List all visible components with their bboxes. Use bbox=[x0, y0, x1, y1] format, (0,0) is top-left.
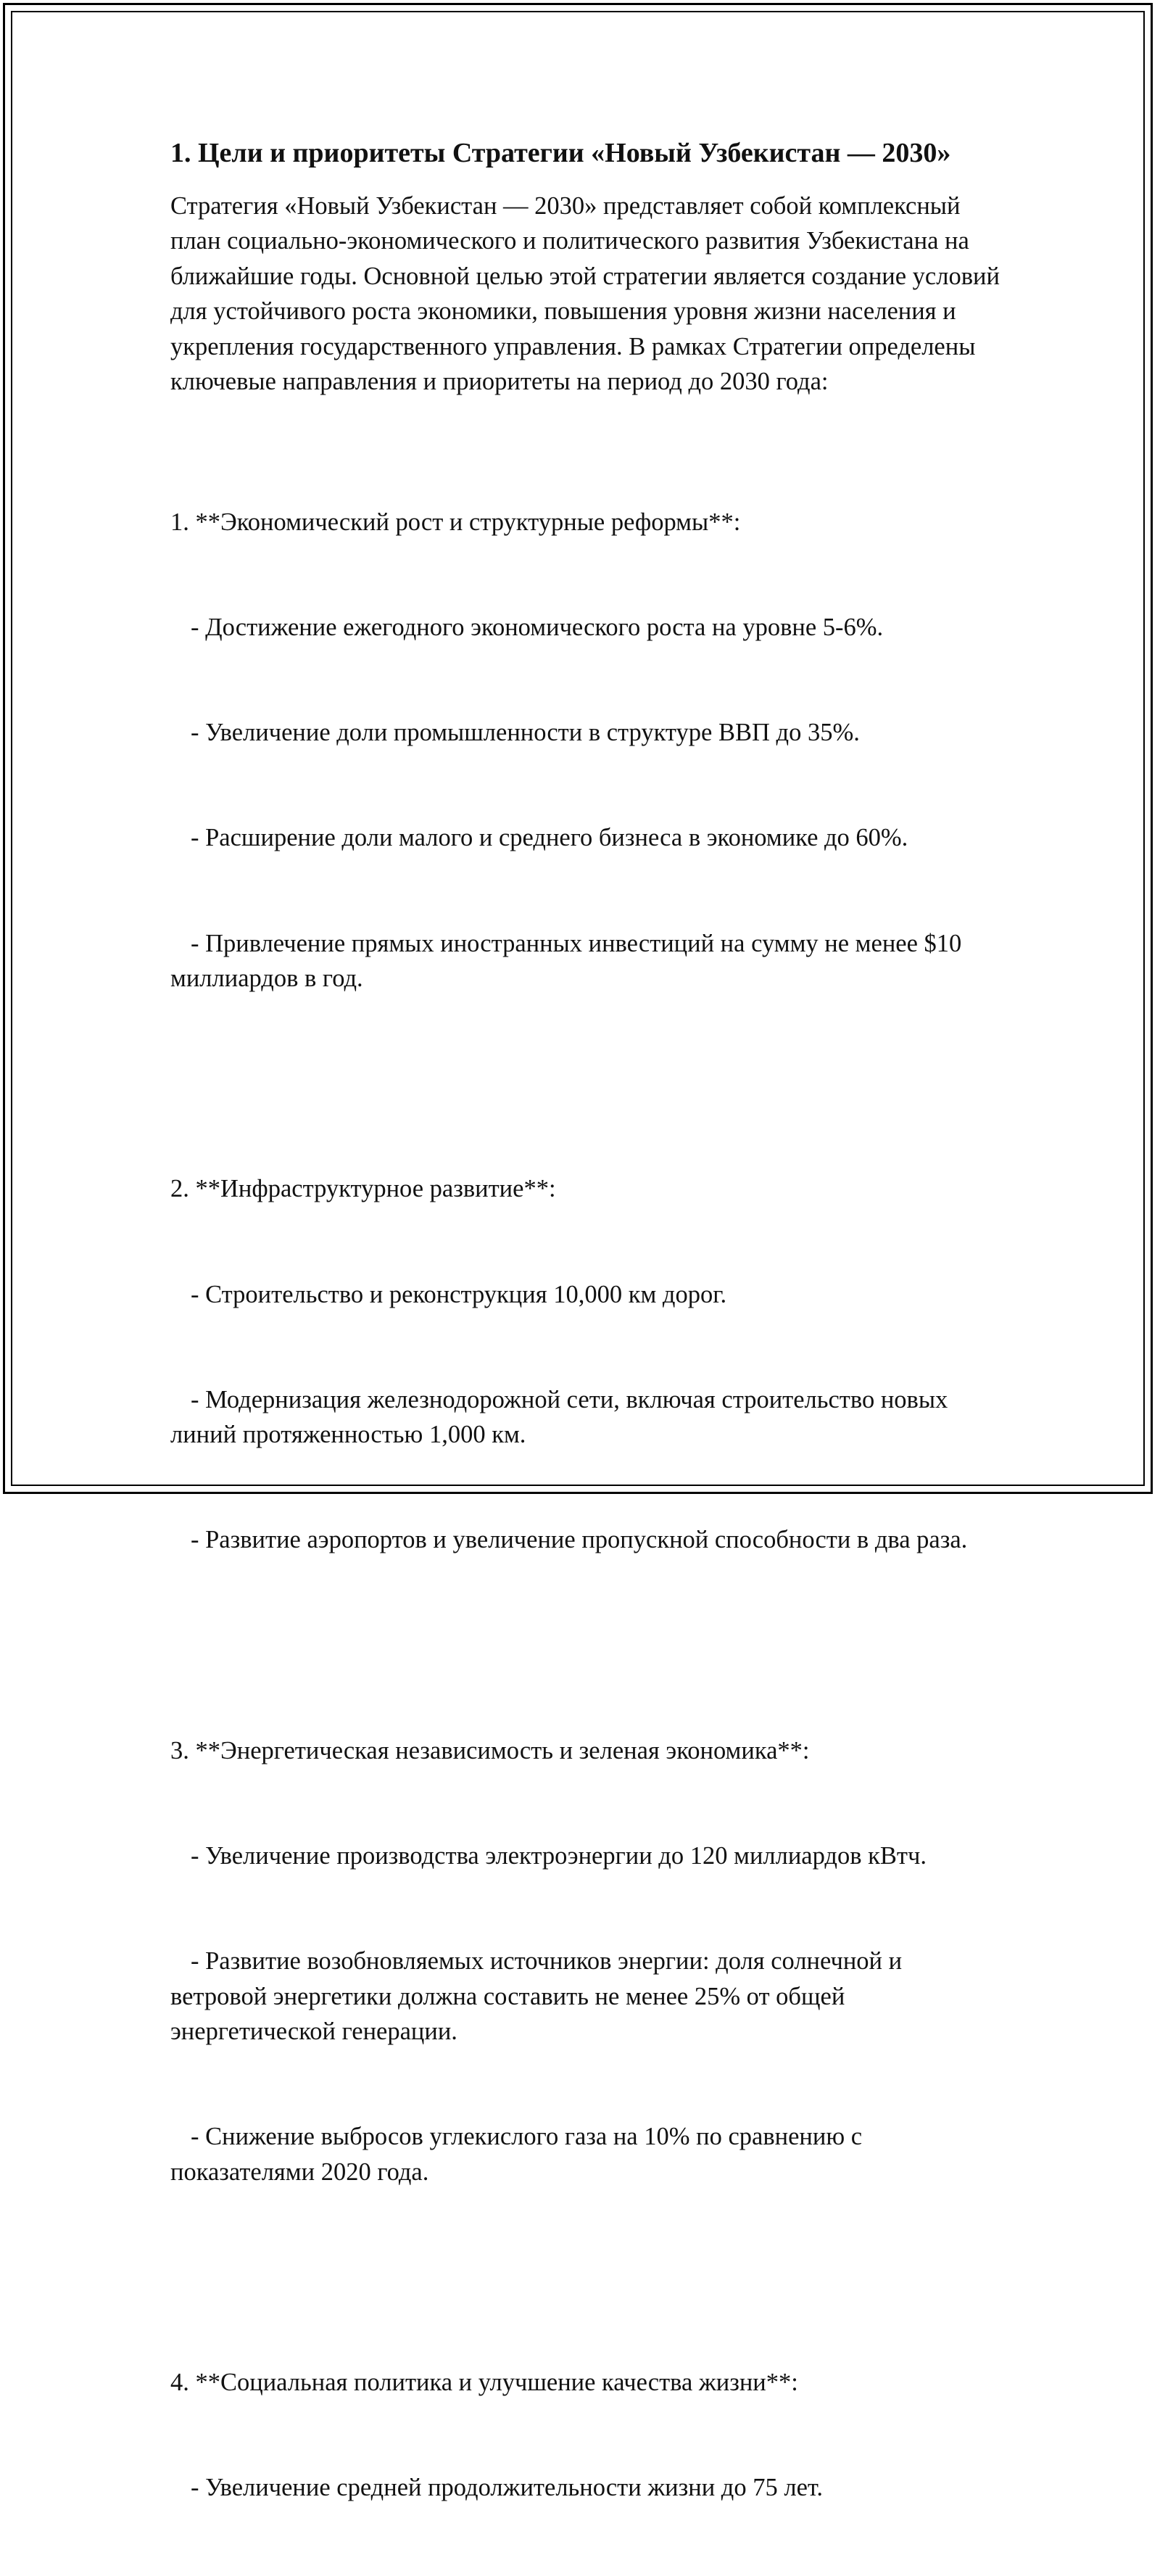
list-section bbox=[170, 1663, 1004, 2260]
list-item: - Достижение ежегодного экономического роста на уровне 5-6%. bbox=[191, 613, 884, 641]
list-item: - Увеличение доли промышленности в структуре ВВП до 35%. bbox=[191, 719, 860, 747]
spacer bbox=[170, 399, 1004, 434]
list-item: - Увеличение производства электроэнергии до 120 миллиардов кВтч. bbox=[191, 1842, 927, 1870]
list-item: - Снижение выбросов углекислого газа на 10% по сравнению с показателями 2020 года. bbox=[170, 2123, 869, 2186]
list-section-title: 2. **Инфраструктурное развитие**: bbox=[170, 1175, 556, 1203]
list-section-title: 4. **Социальная политика и улучшение качества жизни**: bbox=[170, 2369, 798, 2397]
list-section-title: 3. **Энергетическая независимость и зеленая экономика**: bbox=[170, 1736, 810, 1764]
spacer bbox=[170, 2260, 1004, 2295]
list-section-title: 1. **Экономический рост и структурные реформы**: bbox=[170, 508, 741, 536]
list-section bbox=[170, 2295, 1004, 2575]
list-item: - Привлечение прямых иностранных инвестиций на сумму не менее $10 миллиардов в год. bbox=[170, 929, 968, 992]
spacer bbox=[170, 1066, 1004, 1101]
spacer bbox=[170, 1628, 1004, 1663]
section-heading: 1. Цели и приоритеты Стратегии «Новый Узбекистан — 2030» bbox=[170, 138, 951, 168]
document-body bbox=[170, 133, 1004, 2576]
list-item: - Развитие аэропортов и увеличение пропускной способности в два раза. bbox=[191, 1526, 968, 1554]
list-section bbox=[170, 434, 1004, 1066]
list-item: - Увеличение средней продолжительности жизни до 75 лет. bbox=[191, 2474, 823, 2502]
list-item: - Модернизация железнодорожной сети, включая строительство новых линий протяженностью 1,000 км. bbox=[170, 1385, 954, 1449]
list-item: - Строительство и реконструкция 10,000 км дорог. bbox=[191, 1280, 727, 1308]
intro-paragraph: Стратегия «Новый Узбекистан — 2030» представляет собой комплексный план социально-экономического и политического развития Узбекистана на ближайшие годы. Основной целью этой стратегии является создание условий для устойчивого роста экономики, повышения уровня жизни населения и укрепления государственного управления. В рамках Стратегии определены ключевые направления и приоритеты на период до 2030 года: bbox=[170, 192, 1006, 396]
list-item: - Расширение доли малого и среднего бизнеса в экономике до 60%. bbox=[191, 824, 908, 852]
list-section bbox=[170, 1102, 1004, 1628]
list-item: - Развитие возобновляемых источников энергии: доля солнечной и ветровой энергетики должна составить не менее 25% от общей энергетической генерации. bbox=[170, 1947, 908, 2046]
